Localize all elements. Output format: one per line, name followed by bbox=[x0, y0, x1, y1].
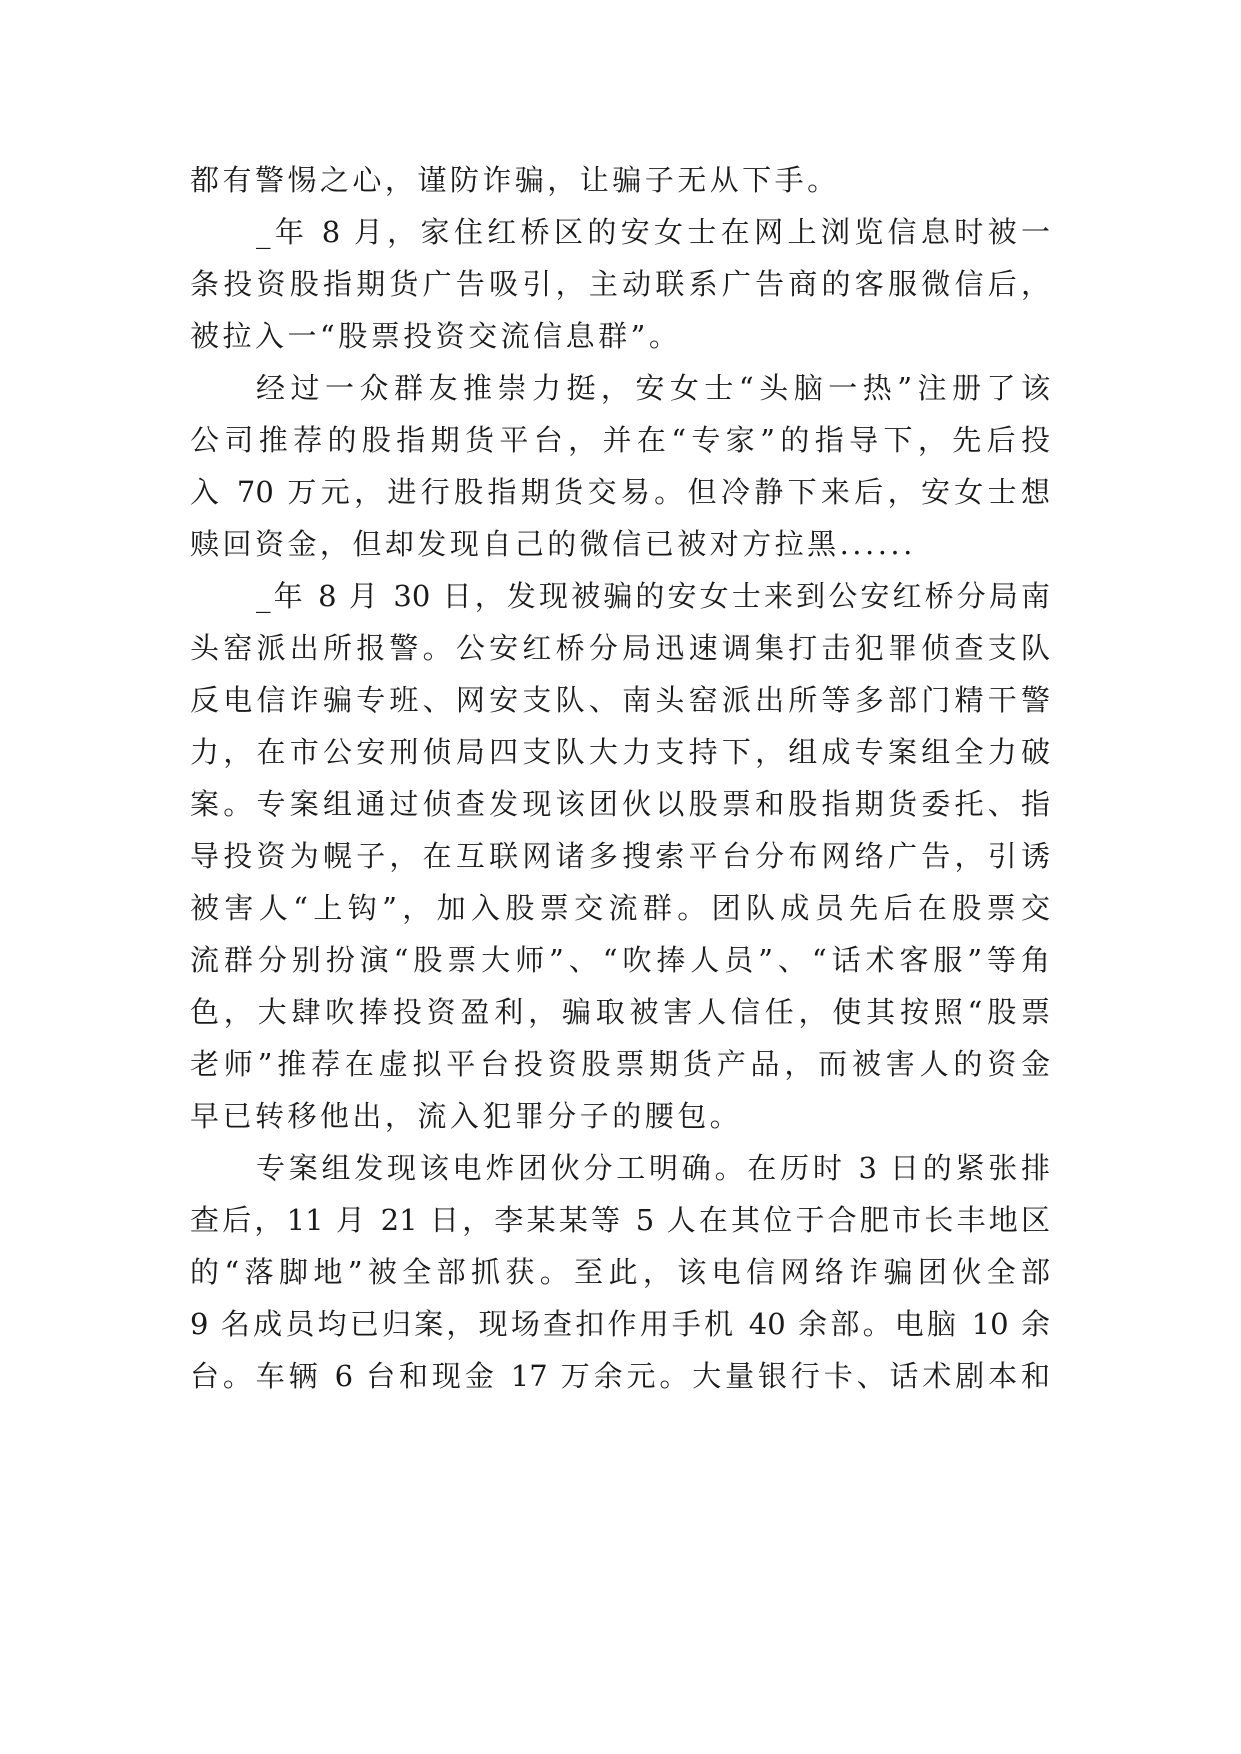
text-line: 流群分别扮演“股票大师”、“吹捧人员”、“话术客服”等角 bbox=[190, 943, 1050, 977]
text-line: 导投资为幌子，在互联网诸多搜索平台分布网络广告，引诱 bbox=[190, 839, 1050, 873]
text-line: 案。专案组通过侦查发现该团伙以股票和股指期货委托、指 bbox=[190, 787, 1050, 821]
text-line: 专案组发现该电炸团伙分工明确。在历时 3 日的紧张排 bbox=[256, 1151, 1050, 1185]
text-line: 力，在市公安刑侦局四支队大力支持下，组成专案组全力破 bbox=[190, 735, 1050, 769]
text-line: 9 名成员均已归案，现场查扣作用手机 40 余部。电脑 10 余 bbox=[190, 1307, 1050, 1341]
text-line: 被害人“上钩”，加入股票交流群。团队成员先后在股票交 bbox=[190, 891, 1050, 925]
text-line: 查后，11 月 21 日，李某某等 5 人在其位于合肥市长丰地区 bbox=[190, 1203, 1050, 1237]
text-line: _年 8 月 30 日，发现被骗的安女士来到公安红桥分局南 bbox=[256, 579, 1050, 613]
text-line: 色，大肆吹捧投资盈利，骗取被害人信任，使其按照“股票 bbox=[190, 995, 1050, 1029]
text-line: 都有警惕之心，谨防诈骗，让骗子无从下手。 bbox=[190, 163, 840, 197]
text-line: 赎回资金，但却发现自己的微信已被对方拉黑...... bbox=[190, 527, 916, 561]
text-line: 被拉入一“股票投资交流信息群”。 bbox=[190, 319, 682, 353]
text-line: 的“落脚地”被全部抓获。至此，该电信网络诈骗团伙全部 bbox=[190, 1255, 1050, 1289]
text-line: 入 70 万元，进行股指期货交易。但冷静下来后，安女士想 bbox=[190, 475, 1050, 509]
text-line: 经过一众群友推崇力挺，安女士“头脑一热”注册了该 bbox=[256, 371, 1050, 405]
text-line: 反电信诈骗专班、网安支队、南头窑派出所等多部门精干警 bbox=[190, 683, 1050, 717]
text-line: 条投资股指期货广告吸引，主动联系广告商的客服微信后， bbox=[190, 267, 1050, 301]
text-line: 公司推荐的股指期货平台，并在“专家”的指导下，先后投 bbox=[190, 423, 1050, 457]
text-line: _年 8 月，家住红桥区的安女士在网上浏览信息时被一 bbox=[256, 215, 1050, 249]
text-line: 台。车辆 6 台和现金 17 万余元。大量银行卡、话术剧本和 bbox=[190, 1359, 1050, 1393]
text-line: 早已转移他出，流入犯罪分子的腰包。 bbox=[190, 1099, 743, 1133]
text-line: 头窑派出所报警。公安红桥分局迅速调集打击犯罪侦查支队 bbox=[190, 631, 1050, 665]
text-line: 老师”推荐在虚拟平台投资股票期货产品，而被害人的资金 bbox=[190, 1047, 1050, 1081]
